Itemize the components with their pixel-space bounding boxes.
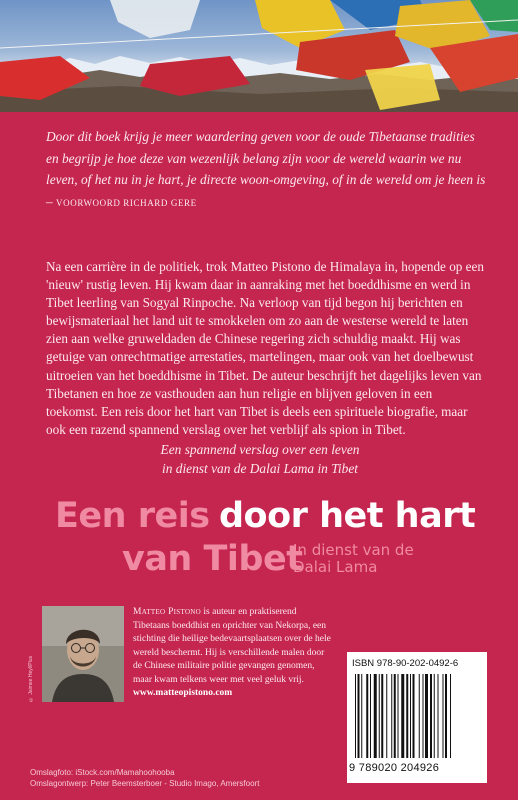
- tagline: [60, 440, 460, 478]
- subtitle-line-2: Dalai Lama: [293, 558, 378, 576]
- tagline-line-1: Een spannend verslag over een leven: [160, 442, 360, 457]
- isbn-label: ISBN 978-90-202-0492-6: [352, 658, 459, 669]
- subtitle-line-1: In dienst van de: [293, 541, 414, 559]
- title-part-1: Een reis: [55, 496, 210, 536]
- author-photo: [42, 606, 124, 702]
- barcode-digits: 9 789020 204926: [349, 762, 440, 774]
- author-name: Matteo Pistono: [133, 607, 202, 617]
- author-bio-text: is auteur en praktiserend Tibetaans boeddhist en oprichter van Nekorpa, een stichting die heilige bedevaartsplaatsen over de hele wereld beschermt. Hij is verschillende malen door de Chinese militaire politie gevangen genomen, maar kwam telkens weer met veel geluk vrij.: [133, 607, 331, 685]
- title-part-3: van Tibet: [122, 539, 303, 579]
- barcode-bars: [355, 674, 479, 762]
- foreword-quote: [46, 126, 486, 214]
- author-website-link[interactable]: www.matteopistono.com: [133, 688, 233, 698]
- tagline-line-2: in dienst van de Dalai Lama in Tibet: [161, 461, 359, 476]
- cover-design-credit: Omslagontwerp: Peter Beemsterboer - Studio Imago, Amersfoort: [30, 779, 260, 788]
- cover-photo-credit: Omslagfoto: iStock.com/Mamahoohooba: [30, 768, 175, 777]
- subtitle: [293, 542, 493, 576]
- title-part-2: door het hart: [219, 496, 476, 536]
- author-photo-credit: © Jaimee Heyl/Plus: [28, 655, 34, 702]
- cover-credits: [30, 767, 259, 789]
- book-description: Na een carrière in de politiek, trok Matteo Pistono de Himalaya in, hopende op een 'nieuw' rustig leven. Hij kwam daar in aanraking met het boeddhisme en werd in Tibet leerling van Sogyal Rinpoche. Na verloop van tijd begon hij berichten en bewijsmateriaal het land uit te smokkelen om zo aan de westerse wereld te laten zien aan welke gruweldaden de Chinese regering zich schuldig maakt. Hij was getuige van onrechtmatige arrestaties, martelingen, maar ook van het doelbewust uitroeien van het boeddhisme in Tibet. De auteur beschrijft het dagelijks leven van Tibetanen en hoe ze vasthouden aan hun religie en blijven geloven in een toekomst. Een reis door het hart van Tibet is deels een spirituele biografie, maar ook een razend spannend verslag over het verblijf als spion in Tibet.: [46, 259, 484, 437]
- prayer-flags-photo: [0, 0, 518, 112]
- foreword-quote-text: Door dit boek krijg je meer waardering geven voor de oude Tibetaanse tradities en begrijp je hoe deze van wezenlijk belang zijn voor de wereld waarin we nu leven, of het nu in je hart, je directe woon-omgeving, of in de wereld om je heen is –: [46, 129, 486, 209]
- author-bio: [133, 606, 333, 701]
- isbn-barcode: [347, 652, 487, 783]
- foreword-attribution: VOORWOORD RICHARD GERE: [56, 197, 197, 208]
